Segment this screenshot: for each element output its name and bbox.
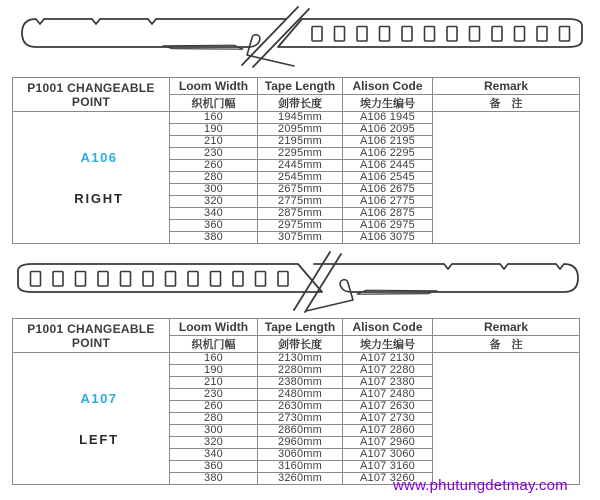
tape-length-cell: 3060mm <box>258 449 343 461</box>
alison-code-cell: A107 2480 <box>343 389 433 401</box>
loom-width-cell: 210 <box>170 136 258 148</box>
tape-length-cell: 2630mm <box>258 401 343 413</box>
loom-width-cell: 340 <box>170 449 258 461</box>
tape-length-cell: 3160mm <box>258 461 343 473</box>
alison-code-cell: A107 2960 <box>343 437 433 449</box>
loom-width-cell: 280 <box>170 172 258 184</box>
col-header-loom-width-zh: 织机门幅 <box>170 336 258 353</box>
tape-length-cell: 2775mm <box>258 196 343 208</box>
alison-code-cell: A106 1945 <box>343 112 433 124</box>
loom-width-cell: 260 <box>170 160 258 172</box>
alison-code-cell: A106 2875 <box>343 208 433 220</box>
model-code: A106 <box>80 149 118 165</box>
alison-code-cell: A107 2130 <box>343 353 433 365</box>
loom-width-cell: 320 <box>170 196 258 208</box>
remark-cell <box>433 353 580 485</box>
col-header-alison-code: Alison Code <box>343 319 433 336</box>
table-title: P1001 CHANGEABLE POINT <box>13 319 170 353</box>
tape-length-cell: 2295mm <box>258 148 343 160</box>
alison-code-cell: A106 2975 <box>343 220 433 232</box>
col-header-tape-length: Tape Length <box>258 78 343 95</box>
loom-width-cell: 300 <box>170 425 258 437</box>
col-header-remark: Remark <box>433 78 580 95</box>
tape-drawing-right <box>10 4 590 68</box>
alison-code-cell: A106 2295 <box>343 148 433 160</box>
col-header-loom-width: Loom Width <box>170 319 258 336</box>
tape-length-cell: 2875mm <box>258 208 343 220</box>
loom-width-cell: 280 <box>170 413 258 425</box>
alison-code-cell: A107 3260 <box>343 473 433 485</box>
alison-code-cell: A107 2860 <box>343 425 433 437</box>
tape-outline <box>22 19 582 66</box>
watermark: www.phutungdetmay.com <box>393 477 568 494</box>
side-label: LEFT <box>79 431 119 447</box>
alison-code-cell: A107 2630 <box>343 401 433 413</box>
tape-drawing-left <box>10 249 590 313</box>
alison-code-cell: A107 3160 <box>343 461 433 473</box>
alison-code-cell: A107 2730 <box>343 413 433 425</box>
loom-width-cell: 340 <box>170 208 258 220</box>
col-header-alison-code: Alison Code <box>343 78 433 95</box>
alison-code-cell: A106 2775 <box>343 196 433 208</box>
col-header-tape-length-zh: 剑带长度 <box>258 336 343 353</box>
col-header-alison-code-zh: 埃力生编号 <box>343 336 433 353</box>
side-label: RIGHT <box>74 190 124 206</box>
col-header-alison-code-zh: 埃力生编号 <box>343 95 433 112</box>
tape-length-cell: 2130mm <box>258 353 343 365</box>
loom-width-cell: 190 <box>170 365 258 377</box>
remark-cell <box>433 112 580 244</box>
loom-width-cell: 360 <box>170 220 258 232</box>
tape-length-cell: 2730mm <box>258 413 343 425</box>
alison-code-cell: A107 2280 <box>343 365 433 377</box>
loom-width-cell: 230 <box>170 148 258 160</box>
loom-width-cell: 260 <box>170 401 258 413</box>
col-header-remark-zh: 备 注 <box>433 95 580 112</box>
tape-length-cell: 2195mm <box>258 136 343 148</box>
model-cell <box>13 353 170 485</box>
loom-width-cell: 360 <box>170 461 258 473</box>
loom-width-cell: 160 <box>170 353 258 365</box>
table-title: P1001 CHANGEABLE POINT <box>13 78 170 112</box>
loom-width-cell: 160 <box>170 112 258 124</box>
tape-length-cell: 2960mm <box>258 437 343 449</box>
tape-length-cell: 2445mm <box>258 160 343 172</box>
loom-width-cell: 380 <box>170 473 258 485</box>
col-header-loom-width: Loom Width <box>170 78 258 95</box>
spec-table-a106 <box>12 77 580 244</box>
col-header-tape-length-zh: 剑带长度 <box>258 95 343 112</box>
table-row <box>13 353 580 365</box>
alison-code-cell: A106 2095 <box>343 124 433 136</box>
col-header-tape-length: Tape Length <box>258 319 343 336</box>
alison-code-cell: A106 3075 <box>343 232 433 244</box>
loom-width-cell: 380 <box>170 232 258 244</box>
loom-width-cell: 300 <box>170 184 258 196</box>
loom-width-cell: 190 <box>170 124 258 136</box>
alison-code-cell: A107 3060 <box>343 449 433 461</box>
model-cell <box>13 112 170 244</box>
loom-width-cell: 210 <box>170 377 258 389</box>
break-lines-icon <box>294 252 341 312</box>
loom-width-cell: 320 <box>170 437 258 449</box>
alison-code-cell: A106 2675 <box>343 184 433 196</box>
alison-code-cell: A106 2195 <box>343 136 433 148</box>
tape-length-cell: 1945mm <box>258 112 343 124</box>
table-row <box>13 112 580 124</box>
col-header-remark-zh: 备 注 <box>433 336 580 353</box>
tape-length-cell: 3260mm <box>258 473 343 485</box>
col-header-loom-width-zh: 织机门幅 <box>170 95 258 112</box>
alison-code-cell: A107 2380 <box>343 377 433 389</box>
loom-width-cell: 230 <box>170 389 258 401</box>
tape-length-cell: 2860mm <box>258 425 343 437</box>
tape-length-cell: 2280mm <box>258 365 343 377</box>
tape-length-cell: 2545mm <box>258 172 343 184</box>
tape-length-cell: 2975mm <box>258 220 343 232</box>
model-code: A107 <box>80 390 118 406</box>
spec-table-a107 <box>12 318 580 485</box>
tape-length-cell: 2095mm <box>258 124 343 136</box>
col-header-remark: Remark <box>433 319 580 336</box>
alison-code-cell: A106 2545 <box>343 172 433 184</box>
tape-length-cell: 2480mm <box>258 389 343 401</box>
tape-length-cell: 2380mm <box>258 377 343 389</box>
alison-code-cell: A106 2445 <box>343 160 433 172</box>
tape-length-cell: 3075mm <box>258 232 343 244</box>
tape-length-cell: 2675mm <box>258 184 343 196</box>
